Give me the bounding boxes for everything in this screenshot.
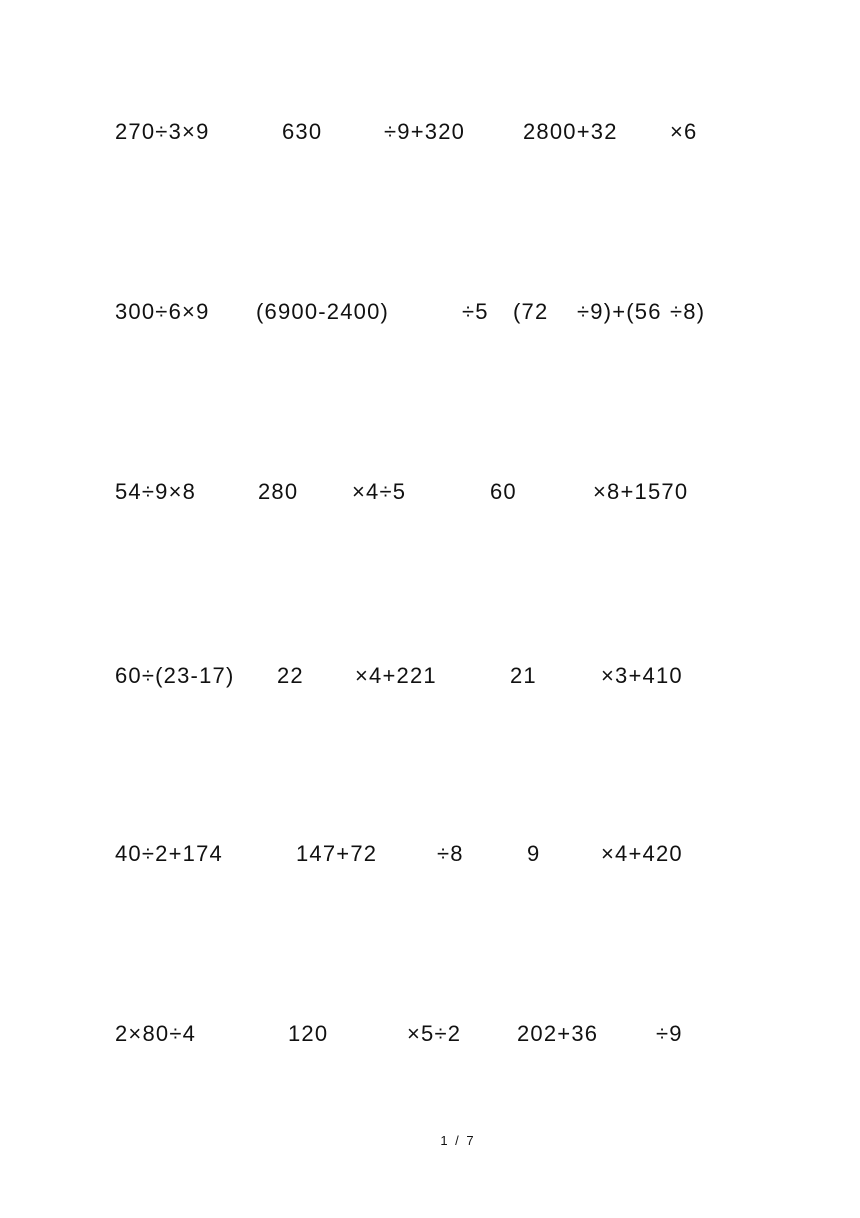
problem-2-2-number: (6900-2400)	[256, 299, 390, 324]
problem-row-5	[0, 839, 860, 869]
problem-5-1: 40÷2+174	[115, 841, 223, 866]
problem-2-2-operator: ÷5	[462, 299, 489, 324]
problem-row-4	[0, 661, 860, 691]
page-number: 1 / 7	[440, 1133, 476, 1148]
problem-row-6	[0, 1019, 860, 1049]
problem-1-3-number: 2800+32	[523, 119, 618, 144]
problem-2-3-part-b: ÷9)+(56	[577, 299, 662, 324]
problem-4-3-number: 21	[510, 663, 537, 688]
page-footer	[0, 1133, 860, 1148]
problem-3-3-operator: ×8+1570	[593, 479, 689, 504]
problem-1-2-operator: ÷9+320	[384, 119, 466, 144]
problem-5-3-number: 9	[527, 841, 541, 866]
problem-1-1: 270÷3×9	[115, 119, 210, 144]
problem-2-3-part-c: ÷8)	[670, 299, 706, 324]
problem-3-2-number: 280	[258, 479, 299, 504]
problem-4-2-operator: ×4+221	[355, 663, 437, 688]
problem-6-3-number: 202+36	[517, 1021, 599, 1046]
problem-4-2-number: 22	[277, 663, 304, 688]
problem-6-2-operator: ×5÷2	[407, 1021, 462, 1046]
problem-row-1	[0, 117, 860, 147]
problem-4-3-operator: ×3+410	[601, 663, 683, 688]
problem-row-2	[0, 297, 860, 327]
problem-3-3-number: 60	[490, 479, 517, 504]
problem-6-3-operator: ÷9	[656, 1021, 683, 1046]
problem-5-2-operator: ÷8	[437, 841, 464, 866]
problem-2-3-part-a: (72	[513, 299, 549, 324]
problem-3-1: 54÷9×8	[115, 479, 197, 504]
problem-1-3-operator: ×6	[670, 119, 698, 144]
problem-row-3	[0, 477, 860, 507]
problem-6-2-number: 120	[288, 1021, 329, 1046]
problem-2-1: 300÷6×9	[115, 299, 210, 324]
problem-3-2-operator: ×4÷5	[352, 479, 407, 504]
problem-4-1: 60÷(23-17)	[115, 663, 235, 688]
problem-5-2-number: 147+72	[296, 841, 378, 866]
problem-1-2-number: 630	[282, 119, 323, 144]
problem-6-1: 2×80÷4	[115, 1021, 197, 1046]
problem-5-3-operator: ×4+420	[601, 841, 683, 866]
